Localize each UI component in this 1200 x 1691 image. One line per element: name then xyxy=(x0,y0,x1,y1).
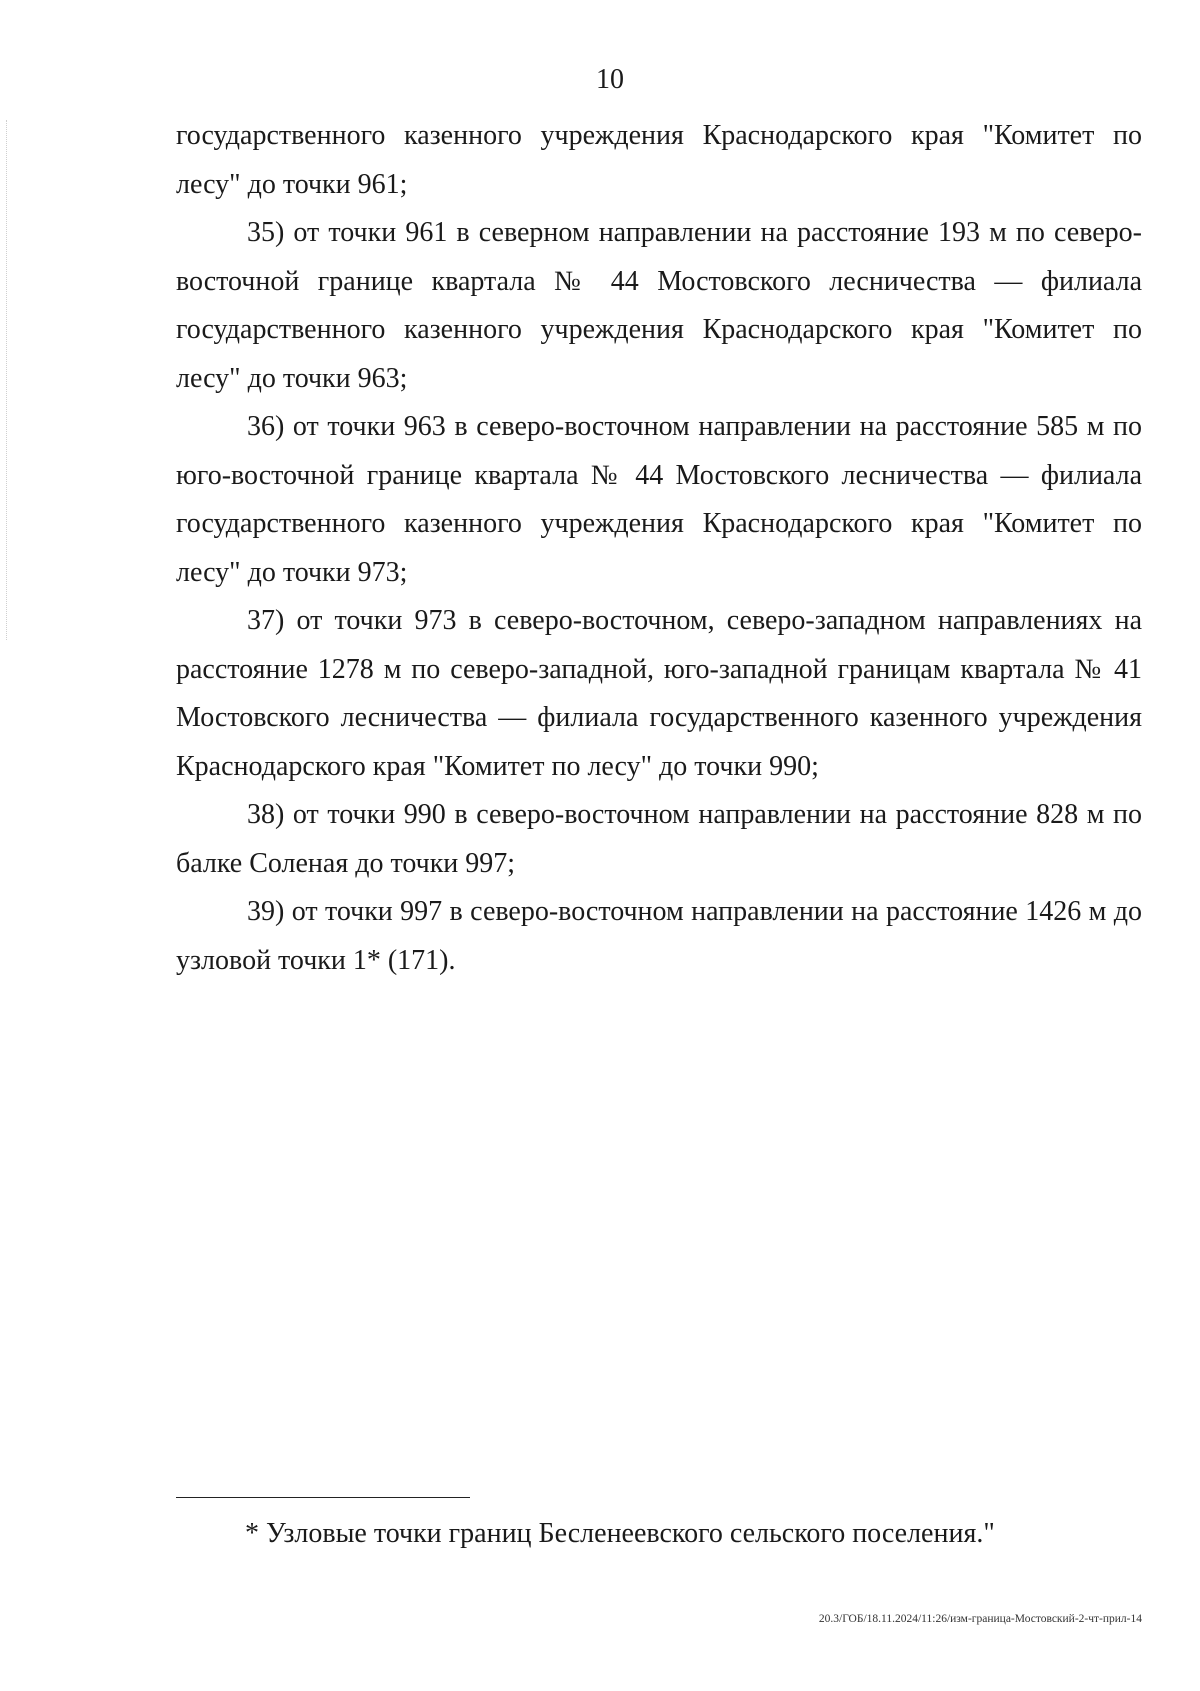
footnote: * Узловые точки границ Бесленеевского сельского поселения." xyxy=(245,1518,995,1549)
document-body xyxy=(176,112,1142,985)
paragraph-37: 37) от точки 973 в северо-восточном, северо-западном направлениях на расстояние 1278 м по северо-западной, юго-западной границам квартала № 41 Мостовского лесничества — филиала государственного казенного учреждения Краснодарского края "Комитет по лесу" до точки 990; xyxy=(176,605,1142,782)
page-number: 10 xyxy=(596,64,624,95)
paragraph-36: 36) от точки 963 в северо-восточном направлении на расстояние 585 м по юго-восточной границе квартала № 44 Мостовского лесничества — филиала государственного казенного учреждения Краснодарского края "Комитет по лесу" до точки 973; xyxy=(176,411,1142,588)
paragraph-38: 38) от точки 990 в северо-восточном направлении на расстояние 828 м по балке Соленая до точки 997; xyxy=(176,799,1142,879)
document-code: 20.3/ГОБ/18.11.2024/11:26/изм-граница-Мостовский-2-чт-прил-14 xyxy=(818,1613,1142,1625)
paragraph-35: 35) от точки 961 в северном направлении на расстояние 193 м по северо-восточной границе квартала № 44 Мостовского лесничества — филиала государственного казенного учреждения Краснодарского края "Комитет по лесу" до точки 963; xyxy=(176,217,1142,394)
scan-margin-artifact xyxy=(6,120,7,640)
paragraph-39: 39) от точки 997 в северо-восточном направлении на расстояние 1426 м до узловой точки 1* (171). xyxy=(176,896,1142,976)
paragraph-34-continuation: государственного казенного учреждения Краснодарского края "Комитет по лесу" до точки 961; xyxy=(176,120,1142,200)
footnote-divider xyxy=(176,1497,470,1498)
